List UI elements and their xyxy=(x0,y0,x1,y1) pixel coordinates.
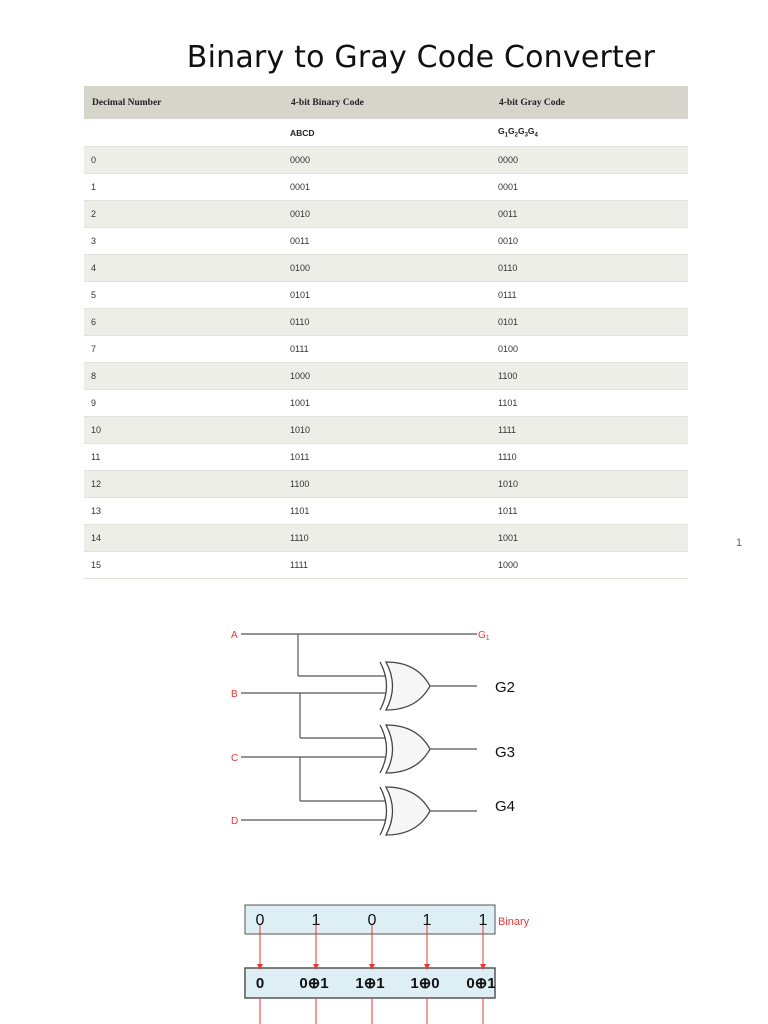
binary-cell: 1001 xyxy=(283,390,491,417)
xor-gate-1 xyxy=(380,662,430,710)
gray-cell: 1⊕1 xyxy=(355,975,385,992)
gray-cell: 0 xyxy=(255,975,265,992)
binary-cell: 1100 xyxy=(283,471,491,498)
input-label-c: C xyxy=(231,753,239,764)
table-row xyxy=(84,390,688,417)
decimal-cell: 10 xyxy=(84,417,283,444)
subheader-gray-cell: $G_1G_2G_3G_4$ xyxy=(491,119,688,147)
binary-cell: 0110 xyxy=(283,309,491,336)
binary-cell: 1010 xyxy=(283,417,491,444)
decimal-cell: 11 xyxy=(84,444,283,471)
table-header-row xyxy=(84,86,688,119)
decimal-cell: 7 xyxy=(84,336,283,363)
decimal-cell: 9 xyxy=(84,390,283,417)
gray-cell: 1110 xyxy=(491,444,688,471)
page-number: 1 xyxy=(736,537,743,549)
table-row xyxy=(84,525,688,552)
binary-bit: 1 xyxy=(478,912,488,929)
xor-gate-2 xyxy=(380,725,430,773)
binary-cell: 1101 xyxy=(283,498,491,525)
decimal-cell: 13 xyxy=(84,498,283,525)
xor-circuit-diagram xyxy=(220,620,540,840)
binary-cell: 1110 xyxy=(283,525,491,552)
gray-cell: 0⊕1 xyxy=(299,975,329,992)
gray-cell: 1011 xyxy=(491,498,688,525)
table-row xyxy=(84,201,688,228)
subheader-binary-cell: ABCD xyxy=(283,119,491,147)
binary-bit: 0 xyxy=(367,912,377,929)
gray-cell: 1111 xyxy=(491,417,688,444)
table-row xyxy=(84,471,688,498)
table-row xyxy=(84,363,688,390)
table-subheader-row xyxy=(84,119,688,147)
page-title: Binary to Gray Code Converter xyxy=(186,40,656,75)
subheader-empty-cell xyxy=(84,119,283,147)
binary-cell: 0000 xyxy=(283,147,491,174)
binary-bit: 1 xyxy=(422,912,432,929)
binary-cell: 0111 xyxy=(283,336,491,363)
binary-cell: 1000 xyxy=(283,363,491,390)
gray-cell: 0011 xyxy=(491,201,688,228)
decimal-cell: 12 xyxy=(84,471,283,498)
decimal-cell: 0 xyxy=(84,147,283,174)
binary-cell: 0100 xyxy=(283,255,491,282)
gray-cell: 1001 xyxy=(491,525,688,552)
gray-cell: 0111 xyxy=(491,282,688,309)
gray-cell: 0⊕1 xyxy=(466,975,496,992)
input-label-a: A xyxy=(231,630,238,641)
decimal-cell: 8 xyxy=(84,363,283,390)
gray-cell: 1101 xyxy=(491,390,688,417)
decimal-cell: 14 xyxy=(84,525,283,552)
decimal-cell: 3 xyxy=(84,228,283,255)
table-row xyxy=(84,282,688,309)
decimal-cell: 6 xyxy=(84,309,283,336)
output-label-g3: G3 xyxy=(495,744,516,761)
table-row xyxy=(84,255,688,282)
gray-cell: 0001 xyxy=(491,174,688,201)
input-label-b: B xyxy=(231,689,238,700)
gray-cell: 0010 xyxy=(491,228,688,255)
table-row xyxy=(84,336,688,363)
binary-bit: 1 xyxy=(311,912,321,929)
gray-cell: 1⊕0 xyxy=(410,975,440,992)
binary-bit: 0 xyxy=(255,912,265,929)
table-row xyxy=(84,309,688,336)
table-row xyxy=(84,228,688,255)
decimal-cell: 4 xyxy=(84,255,283,282)
conversion-example xyxy=(230,895,550,1024)
gray-cell: 0100 xyxy=(491,336,688,363)
output-label-g4: G4 xyxy=(495,798,516,815)
truth-table xyxy=(84,86,688,579)
table-row xyxy=(84,174,688,201)
xor-gate-3 xyxy=(380,787,430,835)
table-row xyxy=(84,444,688,471)
binary-cell: 0101 xyxy=(283,282,491,309)
binary-cell: 1011 xyxy=(283,444,491,471)
column-header-decimal: Decimal Number xyxy=(84,86,283,119)
column-header-binary: 4-bit Binary Code xyxy=(283,86,491,119)
decimal-cell: 15 xyxy=(84,552,283,579)
gray-cell: 0000 xyxy=(491,147,688,174)
table-row xyxy=(84,498,688,525)
output-label-g1: $G_1$ xyxy=(478,630,490,642)
table-row xyxy=(84,417,688,444)
binary-cell: 0001 xyxy=(283,174,491,201)
gray-cell: 1000 xyxy=(491,552,688,579)
decimal-cell: 2 xyxy=(84,201,283,228)
gray-cell: 1010 xyxy=(491,471,688,498)
table-row xyxy=(84,552,688,579)
input-label-d: D xyxy=(231,816,239,827)
output-label-g2: G2 xyxy=(495,679,516,696)
decimal-cell: 1 xyxy=(84,174,283,201)
gray-cell: 1100 xyxy=(491,363,688,390)
table-row xyxy=(84,147,688,174)
gray-cell: 0101 xyxy=(491,309,688,336)
column-header-gray: 4-bit Gray Code xyxy=(491,86,688,119)
gray-cell: 0110 xyxy=(491,255,688,282)
decimal-cell: 5 xyxy=(84,282,283,309)
binary-cell: 1111 xyxy=(283,552,491,579)
binary-label: Binary xyxy=(498,916,530,928)
binary-cell: 0010 xyxy=(283,201,491,228)
binary-cell: 0011 xyxy=(283,228,491,255)
